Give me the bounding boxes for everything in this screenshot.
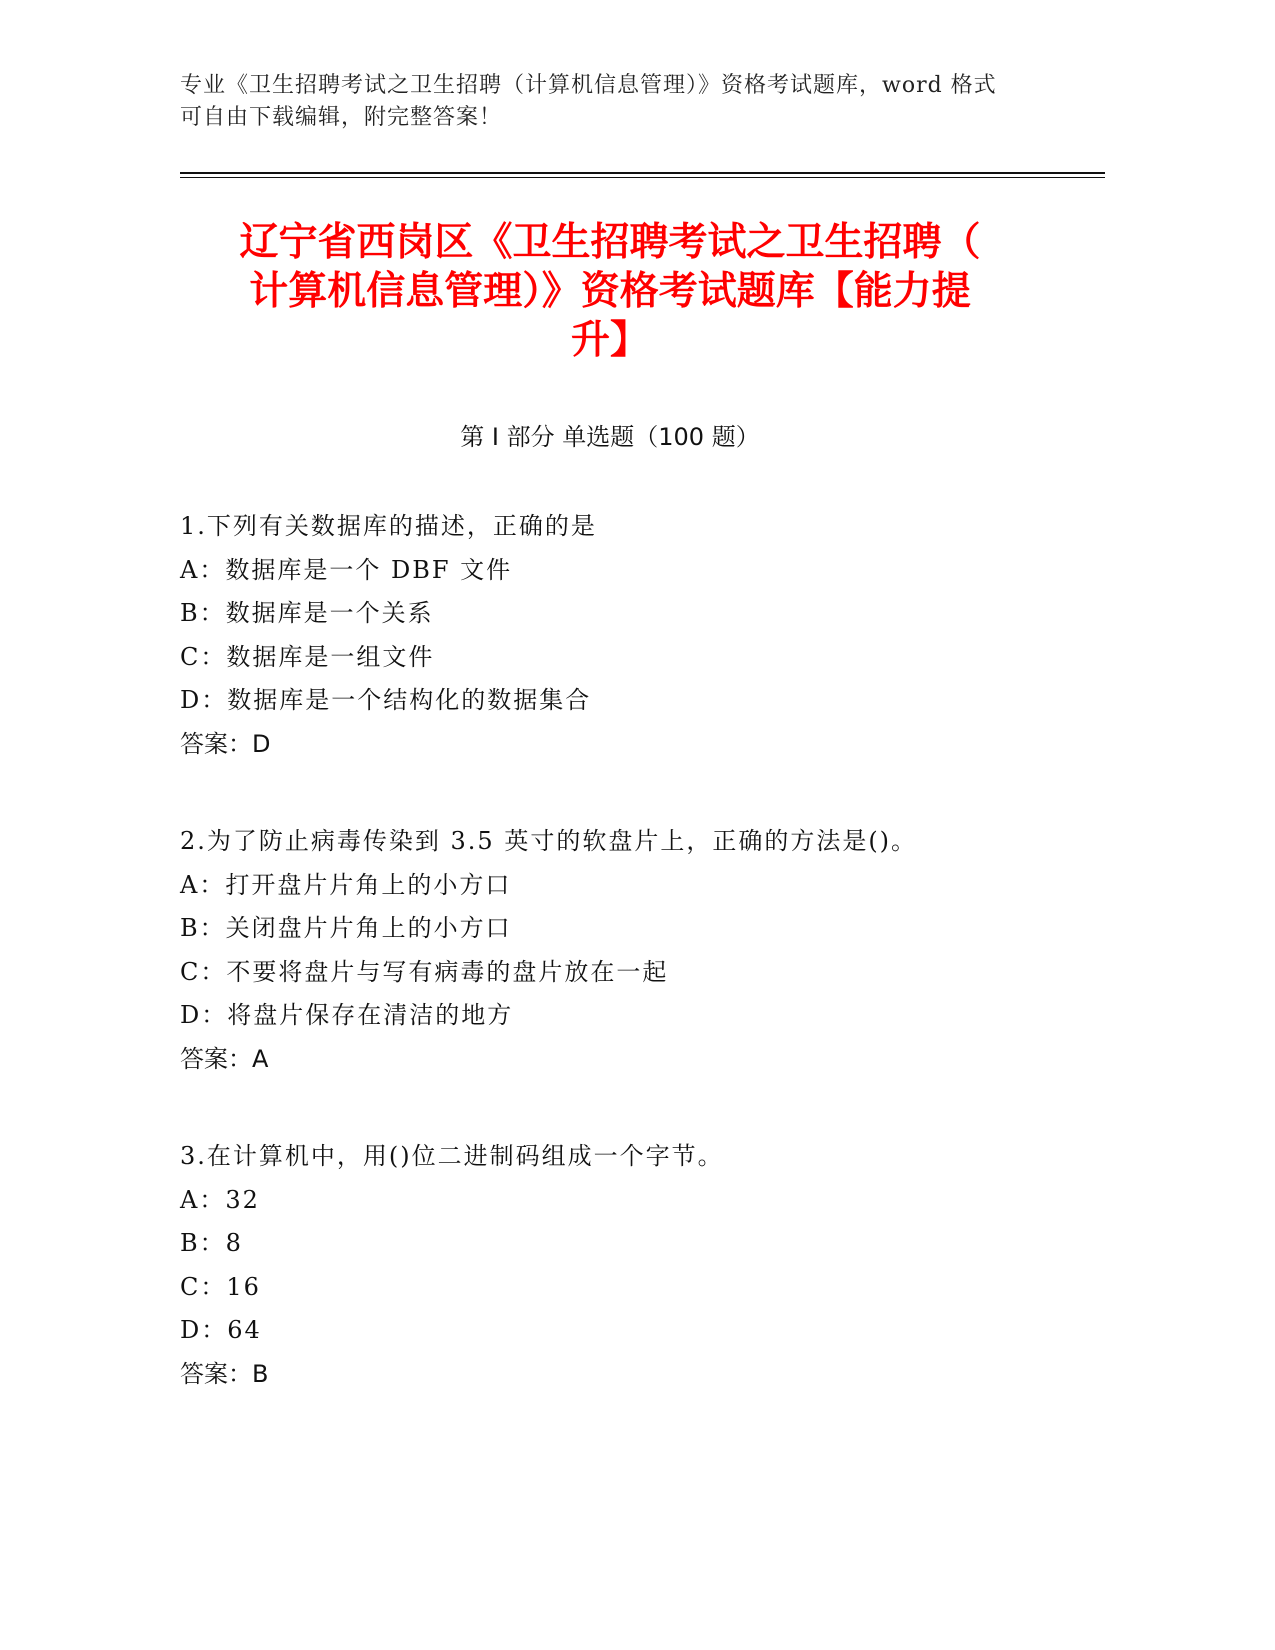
section-title: 第 I 部分 单选题（100 题） bbox=[460, 423, 760, 451]
option-c: C：数据库是一组文件 bbox=[180, 642, 435, 671]
header-divider-thin bbox=[180, 177, 1105, 178]
document-title-line-2: 计算机信息管理）》资格考试题库【能力提 bbox=[249, 269, 971, 314]
option-c: C：不要将盘片与写有病毒的盘片放在一起 bbox=[180, 957, 669, 986]
header-divider-thick bbox=[180, 172, 1105, 174]
option-b: B：关闭盘片片角上的小方口 bbox=[180, 914, 512, 942]
document-title bbox=[180, 218, 1040, 365]
question-stem: 1.下列有关数据库的描述，正确的是 bbox=[180, 512, 597, 540]
document-title-line-1: 辽宁省西岗区《卫生招聘考试之卫生招聘（ bbox=[239, 220, 981, 265]
question-list bbox=[180, 505, 1080, 1450]
header-note-line-2: 可自由下载编辑，附完整答案！ bbox=[180, 105, 503, 130]
option-a: A：数据库是一个 DBF 文件 bbox=[180, 555, 513, 584]
question-stem: 3.在计算机中，用()位二进制码组成一个字节。 bbox=[180, 1142, 724, 1170]
answer-line: 答案：B bbox=[180, 1359, 269, 1388]
option-a: A：32 bbox=[180, 1185, 260, 1214]
answer-line: 答案：D bbox=[180, 729, 271, 758]
question-2 bbox=[180, 820, 1080, 1081]
option-b: B：数据库是一个关系 bbox=[180, 599, 434, 627]
option-d: D：64 bbox=[180, 1316, 262, 1344]
header-note bbox=[180, 70, 1040, 134]
option-c: C：16 bbox=[180, 1272, 261, 1301]
option-a: A：打开盘片片角上的小方口 bbox=[180, 870, 512, 899]
option-d: D：数据库是一个结构化的数据集合 bbox=[180, 686, 592, 714]
question-stem: 2.为了防止病毒传染到 3.5 英寸的软盘片上，正确的方法是()。 bbox=[180, 827, 918, 855]
answer-line: 答案：A bbox=[180, 1044, 269, 1073]
question-1 bbox=[180, 505, 1080, 766]
document-title-line-3: 升】 bbox=[570, 318, 649, 363]
question-3 bbox=[180, 1135, 1080, 1396]
option-d: D：将盘片保存在清洁的地方 bbox=[180, 1001, 514, 1029]
option-b: B：8 bbox=[180, 1229, 243, 1257]
header-note-line-1: 专业《卫生招聘考试之卫生招聘（计算机信息管理）》资格考试题库，word 格式 bbox=[180, 73, 997, 98]
